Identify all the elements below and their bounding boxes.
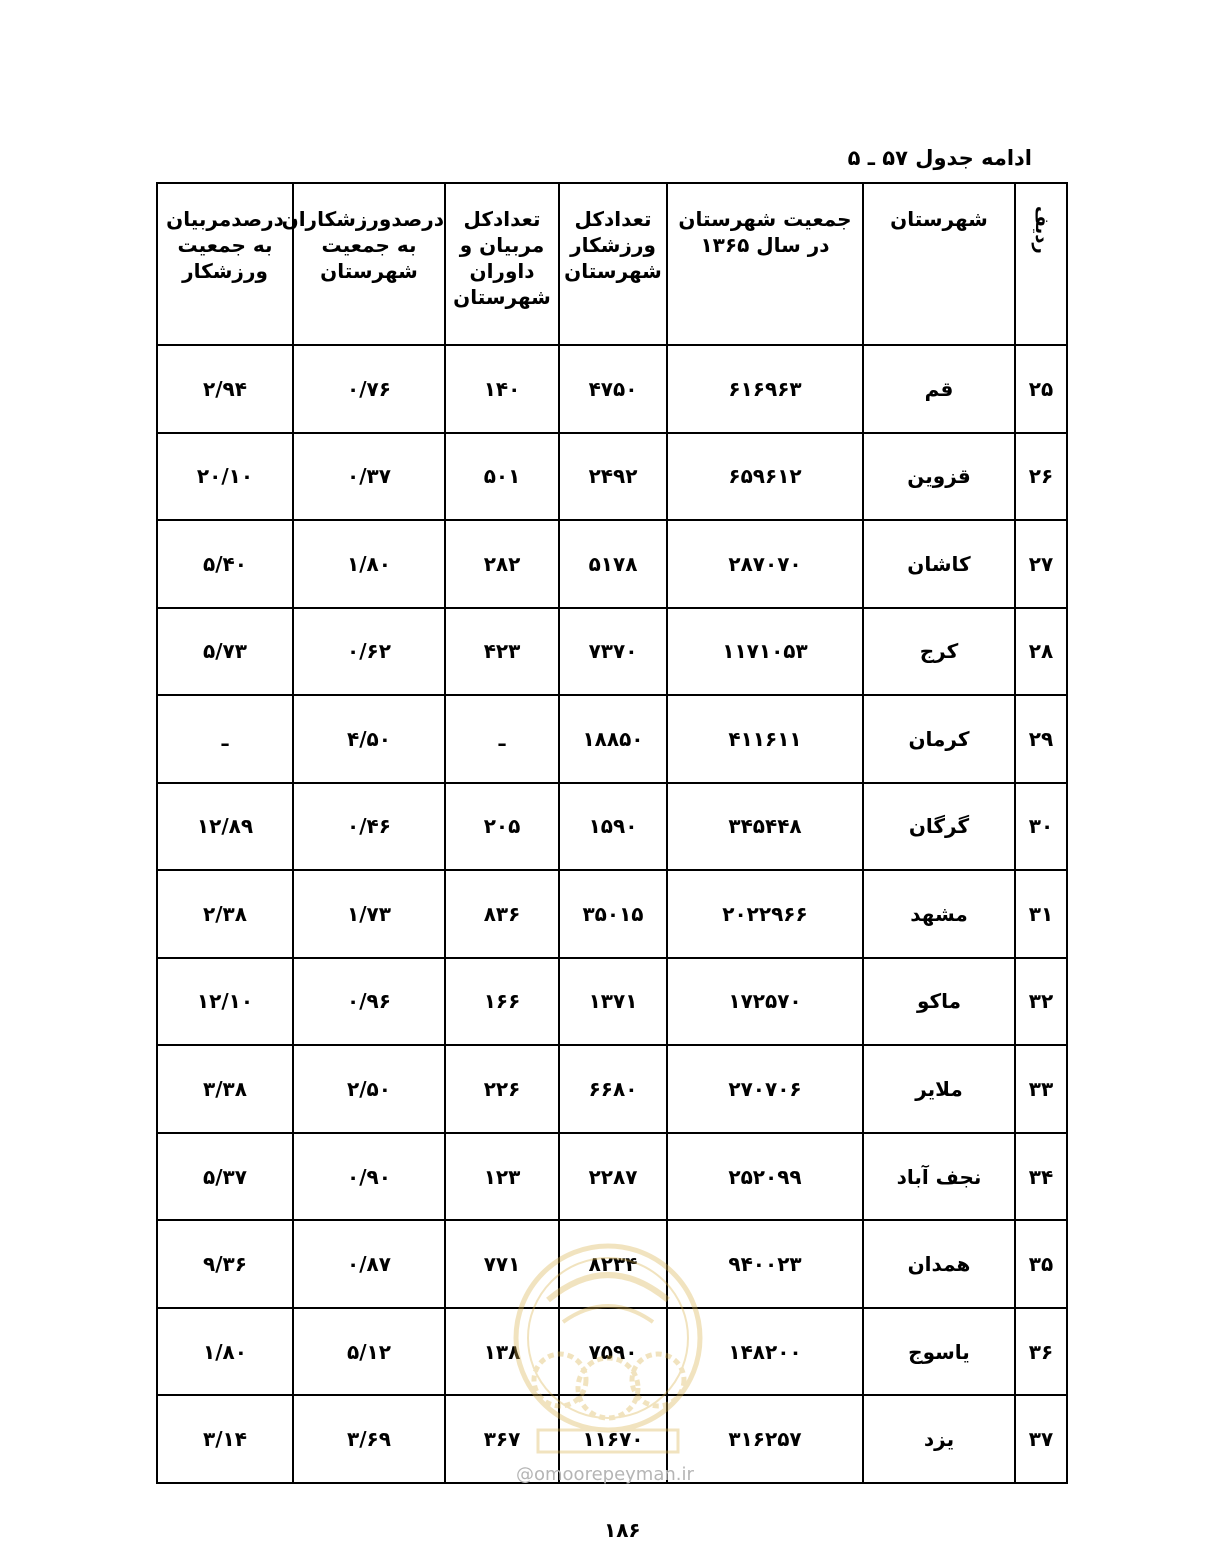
table-caption: ادامه جدول ۵۷ ـ ۵ bbox=[847, 146, 1032, 170]
cell-athletes-percent: ۰/۷۶ bbox=[293, 345, 445, 433]
cell-city: نجف آباد bbox=[863, 1133, 1015, 1221]
cell-coaches-percent: ۹/۳۶ bbox=[157, 1220, 293, 1308]
cell-coaches-percent: ۱۲/۸۹ bbox=[157, 783, 293, 871]
cell-population: ۲۷۰۷۰۶ bbox=[667, 1045, 863, 1133]
cell-total-athletes: ۲۴۹۲ bbox=[559, 433, 667, 521]
cell-coaches-percent: ۵/۴۰ bbox=[157, 520, 293, 608]
cell-total-coaches: ۱۴۰ bbox=[445, 345, 559, 433]
data-table bbox=[156, 182, 1068, 1484]
cell-total-athletes: ۸۲۳۴ bbox=[559, 1220, 667, 1308]
cell-athletes-percent: ۲/۵۰ bbox=[293, 1045, 445, 1133]
cell-total-athletes: ۵۱۷۸ bbox=[559, 520, 667, 608]
cell-coaches-percent: ۵/۷۳ bbox=[157, 608, 293, 696]
header-population: جمعیت شهرستان در سال ۱۳۶۵ bbox=[667, 183, 863, 345]
cell-row-number: ۳۴ bbox=[1015, 1133, 1067, 1221]
cell-coaches-percent: ۱/۸۰ bbox=[157, 1308, 293, 1396]
table-row bbox=[157, 1220, 1067, 1308]
table-row bbox=[157, 1045, 1067, 1133]
cell-coaches-percent: ۳/۳۸ bbox=[157, 1045, 293, 1133]
cell-coaches-percent: ۱۲/۱۰ bbox=[157, 958, 293, 1046]
cell-total-coaches: ۷۷۱ bbox=[445, 1220, 559, 1308]
cell-city: گرگان bbox=[863, 783, 1015, 871]
cell-city: کرج bbox=[863, 608, 1015, 696]
table-row bbox=[157, 870, 1067, 958]
cell-athletes-percent: ۰/۴۶ bbox=[293, 783, 445, 871]
cell-total-coaches: ۲۸۲ bbox=[445, 520, 559, 608]
cell-athletes-percent: ۱/۸۰ bbox=[293, 520, 445, 608]
header-city: شهرستان bbox=[863, 183, 1015, 345]
cell-city: یاسوج bbox=[863, 1308, 1015, 1396]
cell-row-number: ۳۶ bbox=[1015, 1308, 1067, 1396]
table-row bbox=[157, 520, 1067, 608]
cell-total-coaches: ۸۳۶ bbox=[445, 870, 559, 958]
cell-population: ۲۸۷۰۷۰ bbox=[667, 520, 863, 608]
cell-city: مشهد bbox=[863, 870, 1015, 958]
cell-total-athletes: ۱۳۷۱ bbox=[559, 958, 667, 1046]
cell-athletes-percent: ۰/۶۲ bbox=[293, 608, 445, 696]
table-row bbox=[157, 433, 1067, 521]
header-row bbox=[157, 183, 1067, 345]
table-row bbox=[157, 345, 1067, 433]
cell-row-number: ۳۵ bbox=[1015, 1220, 1067, 1308]
cell-row-number: ۳۷ bbox=[1015, 1395, 1067, 1483]
cell-total-coaches: ۳۶۷ bbox=[445, 1395, 559, 1483]
cell-athletes-percent: ۳/۶۹ bbox=[293, 1395, 445, 1483]
header-total-athletes: تعدادکل ورزشکار شهرستان bbox=[559, 183, 667, 345]
cell-row-number: ۲۵ bbox=[1015, 345, 1067, 433]
cell-total-athletes: ۶۶۸۰ bbox=[559, 1045, 667, 1133]
cell-total-coaches: ۲۲۶ bbox=[445, 1045, 559, 1133]
cell-coaches-percent: ـ bbox=[157, 695, 293, 783]
cell-athletes-percent: ۵/۱۲ bbox=[293, 1308, 445, 1396]
cell-athletes-percent: ۱/۷۳ bbox=[293, 870, 445, 958]
table-row bbox=[157, 695, 1067, 783]
cell-total-athletes: ۲۲۸۷ bbox=[559, 1133, 667, 1221]
cell-row-number: ۳۳ bbox=[1015, 1045, 1067, 1133]
table-body bbox=[157, 345, 1067, 1483]
cell-coaches-percent: ۵/۳۷ bbox=[157, 1133, 293, 1221]
table-row bbox=[157, 1133, 1067, 1221]
cell-population: ۳۱۶۲۵۷ bbox=[667, 1395, 863, 1483]
cell-total-coaches: ۵۰۱ bbox=[445, 433, 559, 521]
cell-population: ۶۵۹۶۱۲ bbox=[667, 433, 863, 521]
cell-population: ۲۰۲۲۹۶۶ bbox=[667, 870, 863, 958]
cell-total-athletes: ۱۱۶۷۰ bbox=[559, 1395, 667, 1483]
cell-total-coaches: ۱۳۸ bbox=[445, 1308, 559, 1396]
cell-city: قزوین bbox=[863, 433, 1015, 521]
cell-city: یزد bbox=[863, 1395, 1015, 1483]
table-row bbox=[157, 958, 1067, 1046]
watermark-url: @omoorepeyman.ir bbox=[516, 1464, 694, 1485]
table-row bbox=[157, 783, 1067, 871]
cell-row-number: ۳۲ bbox=[1015, 958, 1067, 1046]
cell-population: ۲۵۲۰۹۹ bbox=[667, 1133, 863, 1221]
cell-total-athletes: ۴۷۵۰ bbox=[559, 345, 667, 433]
cell-row-number: ۳۰ bbox=[1015, 783, 1067, 871]
table-row bbox=[157, 1308, 1067, 1396]
cell-athletes-percent: ۰/۹۶ bbox=[293, 958, 445, 1046]
cell-coaches-percent: ۲۰/۱۰ bbox=[157, 433, 293, 521]
cell-population: ۴۱۱۶۱۱ bbox=[667, 695, 863, 783]
cell-athletes-percent: ۴/۵۰ bbox=[293, 695, 445, 783]
cell-row-number: ۳۱ bbox=[1015, 870, 1067, 958]
cell-athletes-percent: ۰/۸۷ bbox=[293, 1220, 445, 1308]
cell-population: ۶۱۶۹۶۳ bbox=[667, 345, 863, 433]
table-row bbox=[157, 608, 1067, 696]
table-container bbox=[156, 182, 1052, 1484]
cell-total-athletes: ۳۵۰۱۵ bbox=[559, 870, 667, 958]
cell-total-athletes: ۷۵۹۰ bbox=[559, 1308, 667, 1396]
cell-row-number: ۲۹ bbox=[1015, 695, 1067, 783]
header-athletes-percent: درصدورزشکاران به جمعیت شهرستان bbox=[293, 183, 445, 345]
cell-total-coaches: ۱۶۶ bbox=[445, 958, 559, 1046]
cell-city: ماکو bbox=[863, 958, 1015, 1046]
cell-row-number: ۲۷ bbox=[1015, 520, 1067, 608]
header-total-coaches: تعدادکل مربیان و داوران شهرستان bbox=[445, 183, 559, 345]
cell-row-number: ۲۶ bbox=[1015, 433, 1067, 521]
cell-city: کاشان bbox=[863, 520, 1015, 608]
cell-coaches-percent: ۲/۳۸ bbox=[157, 870, 293, 958]
cell-total-coaches: ۱۲۳ bbox=[445, 1133, 559, 1221]
cell-population: ۳۴۵۴۴۸ bbox=[667, 783, 863, 871]
page-number: ۱۸۶ bbox=[604, 1518, 641, 1542]
header-row-number: ردیف bbox=[1015, 183, 1067, 345]
cell-coaches-percent: ۲/۹۴ bbox=[157, 345, 293, 433]
cell-athletes-percent: ۰/۳۷ bbox=[293, 433, 445, 521]
cell-total-athletes: ۷۳۷۰ bbox=[559, 608, 667, 696]
cell-coaches-percent: ۳/۱۴ bbox=[157, 1395, 293, 1483]
cell-total-coaches: ۴۲۳ bbox=[445, 608, 559, 696]
cell-city: کرمان bbox=[863, 695, 1015, 783]
cell-population: ۱۴۸۲۰۰ bbox=[667, 1308, 863, 1396]
cell-population: ۱۱۷۱۰۵۳ bbox=[667, 608, 863, 696]
cell-population: ۹۴۰۰۲۳ bbox=[667, 1220, 863, 1308]
cell-total-athletes: ۱۵۹۰ bbox=[559, 783, 667, 871]
cell-city: ملایر bbox=[863, 1045, 1015, 1133]
cell-total-coaches: ۲۰۵ bbox=[445, 783, 559, 871]
cell-city: قم bbox=[863, 345, 1015, 433]
cell-total-athletes: ۱۸۸۵۰ bbox=[559, 695, 667, 783]
cell-row-number: ۲۸ bbox=[1015, 608, 1067, 696]
cell-total-coaches: ـ bbox=[445, 695, 559, 783]
cell-population: ۱۷۲۵۷۰ bbox=[667, 958, 863, 1046]
cell-city: همدان bbox=[863, 1220, 1015, 1308]
header-coaches-percent: درصدمربیان به جمعیت ورزشکار bbox=[157, 183, 293, 345]
cell-athletes-percent: ۰/۹۰ bbox=[293, 1133, 445, 1221]
